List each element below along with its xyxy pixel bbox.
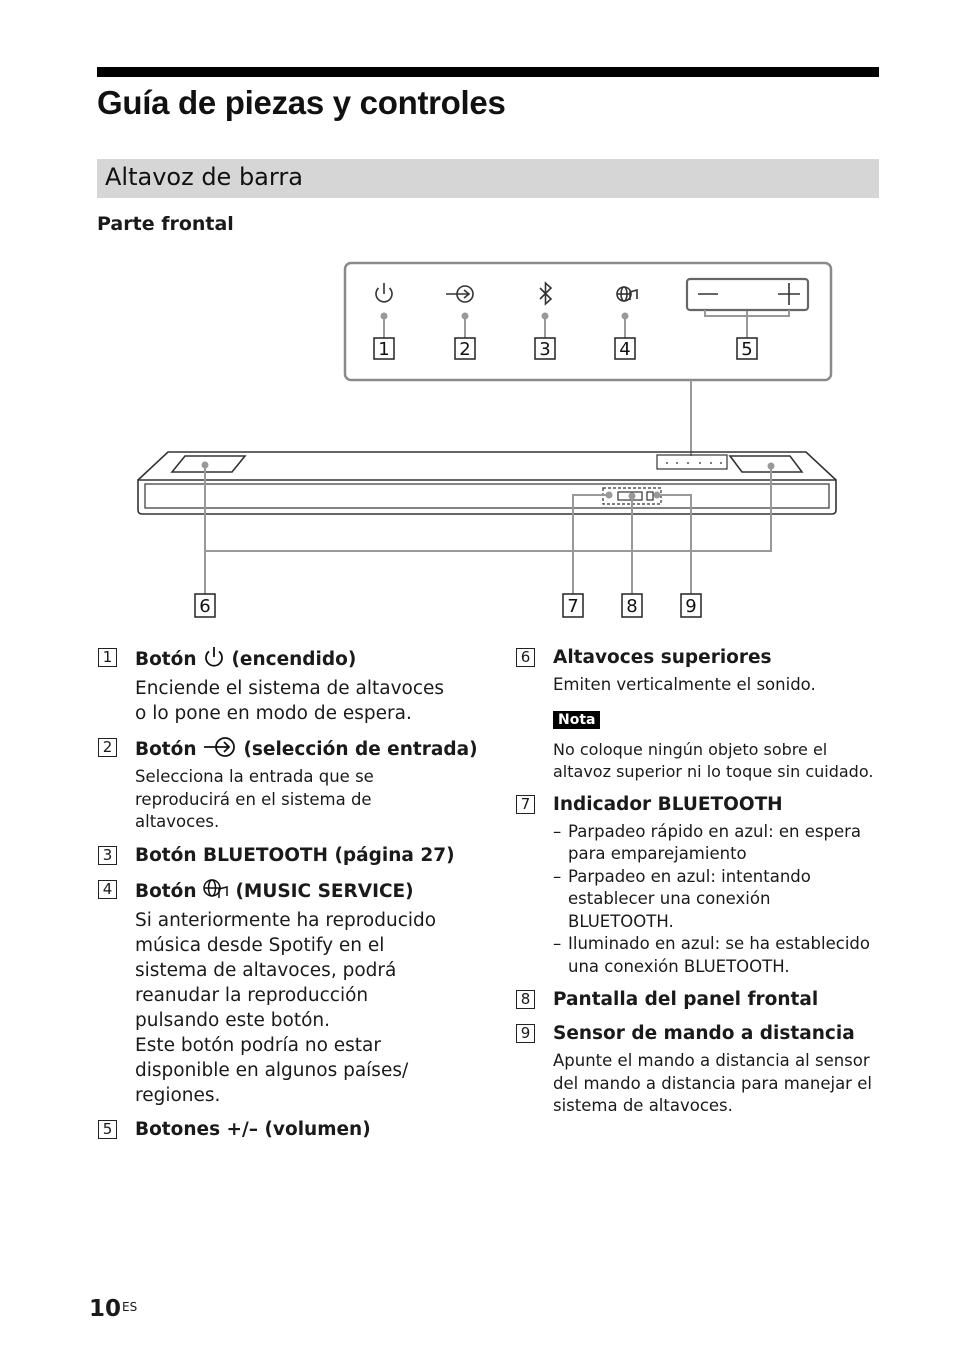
music-service-icon	[203, 878, 229, 900]
svg-text:8: 8	[626, 596, 638, 617]
top-speaker-left	[172, 456, 245, 472]
subsection-heading: Parte frontal	[97, 213, 234, 235]
list-item-4: 4 Botón (MUSIC SERVICE) Si anteriormente ha reproducido música desde Spotify en el sistema de altavoces, podrá reanudar la reproducción pulsando este botón. Este botón podría no estar disponible en algunos países/ regiones.	[98, 878, 458, 1108]
list-item-2: 2 Botón (selección de entrada) Selecciona la entrada que se reproducirá en el sistema de altavoces.	[98, 736, 458, 834]
svg-text:4: 4	[619, 339, 631, 360]
section-heading: Altavoz de barra	[105, 163, 303, 191]
callout-7	[563, 594, 583, 617]
power-icon	[376, 283, 392, 302]
svg-text:2: 2	[459, 339, 471, 360]
callout-4	[615, 338, 635, 360]
right-column	[516, 646, 878, 1128]
note-text: No coloque ningún objeto sobre el altavoz superior ni lo toque sin cuidado.	[553, 739, 874, 781]
bullet: – Parpadeo en azul: intentando establecer una conexión BLUETOOTH.	[553, 866, 878, 934]
svg-text:6: 6	[199, 596, 211, 617]
list-item-6: 6 Altavoces superiores Emiten verticalmente el sonido.	[516, 646, 878, 697]
list-item-8: 8 Pantalla del panel frontal	[516, 988, 878, 1012]
callout-5	[737, 338, 757, 360]
svg-text:3: 3	[539, 339, 551, 360]
list-item-5: 5 Botones +/– (volumen)	[98, 1118, 458, 1142]
power-icon	[203, 646, 225, 668]
top-speaker-right	[730, 456, 802, 472]
left-column	[98, 646, 478, 1152]
callout-9	[681, 594, 701, 617]
control-panel-outline	[345, 263, 831, 380]
callout-2	[455, 338, 475, 360]
bullet: – Iluminado en azul: se ha establecido una conexión BLUETOOTH.	[553, 933, 878, 978]
music-service-icon	[617, 287, 637, 301]
soundbar-body	[138, 452, 836, 514]
soundbar-diagram	[0, 0, 954, 640]
bluetooth-icon	[540, 283, 551, 304]
bullet: – Parpadeo rápido en azul: en espera para emparejamiento	[553, 821, 878, 866]
page-number: $10^{ES}$	[89, 1296, 138, 1322]
note-badge: Nota	[553, 711, 600, 729]
svg-text:9: 9	[685, 596, 697, 617]
list-item-3: 3 Botón BLUETOOTH (página 27)	[98, 844, 458, 868]
input-icon	[203, 736, 237, 758]
svg-text:1: 1	[378, 339, 390, 360]
list-item-7: 7 Indicador BLUETOOTH – Parpadeo rápido en azul: en espera para emparejamiento – Parpadeo en azul: intentando establecer una conexión BLUETOOTH. – Iluminado en azul: se ha establecido una conexión BLUETOOTH.	[516, 793, 878, 979]
callout-6	[195, 594, 215, 617]
list-item-9: 9 Sensor de mando a distancia Apunte el mando a distancia al sensor del mando a distancia para manejar el sistema de altavoces.	[516, 1022, 878, 1118]
svg-text:5: 5	[741, 339, 753, 360]
page-title: Guía de piezas y controles	[97, 84, 506, 121]
callout-8	[622, 594, 642, 617]
input-icon	[446, 286, 473, 302]
list-item-1: 1 Botón (encendido) Enciende el sistema de altavoces o lo pone en modo de espera.	[98, 646, 458, 726]
callout-3	[535, 338, 555, 360]
callout-1	[374, 338, 394, 360]
svg-text:7: 7	[567, 596, 579, 617]
